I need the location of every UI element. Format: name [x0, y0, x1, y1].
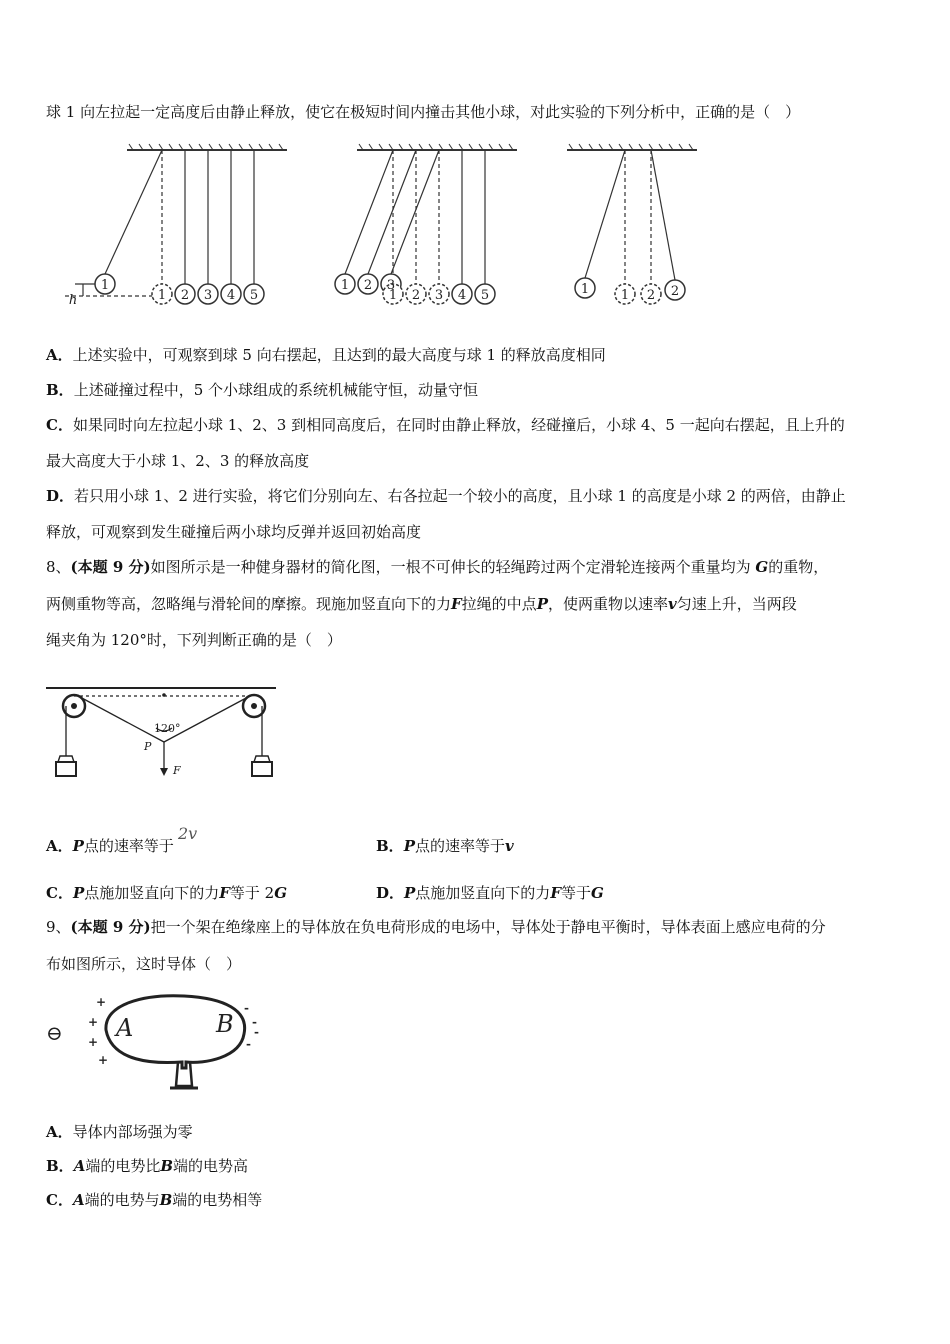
svg-text:5: 5 — [480, 288, 490, 303]
svg-text:-: - — [254, 1025, 259, 1039]
q9-option-a: A．导体内部场强为零 — [46, 1123, 193, 1141]
q7-option-d-line2: 释放，可观察到发生碰撞后两小球均反弹并返回初始高度 — [46, 523, 422, 541]
svg-text:4: 4 — [457, 288, 467, 303]
svg-text:+: + — [88, 1035, 99, 1049]
q9-label-a: A — [116, 1014, 134, 1042]
q7-height-label: h — [68, 293, 78, 308]
q9-label-b: B — [216, 1010, 234, 1038]
svg-text:1: 1 — [157, 288, 167, 303]
q8-figure — [44, 676, 280, 788]
svg-text:+: + — [88, 1015, 99, 1029]
q8-force-label: F — [173, 764, 181, 777]
svg-text:+: + — [96, 995, 107, 1009]
svg-text:+: + — [98, 1053, 109, 1067]
q8-formula-2v: 2v — [177, 824, 198, 843]
q8-stem-line2: 两侧重物等高，忽略绳与滑轮间的摩擦。现施加竖直向下的力F拉绳的中点P，使两重物以速率v匀速上升，当两段 — [46, 595, 797, 613]
q7-option-c-line1: C．如果同时向左拉起小球 1、2、3 到相同高度后，在同时由静止释放，经碰撞后，小球 4、5 一起向右摆起，且上升的 — [46, 416, 845, 434]
svg-text:1: 1 — [620, 288, 630, 303]
svg-text:2: 2 — [363, 278, 373, 293]
q8-point-label: P — [144, 740, 152, 753]
q9-option-b: B．A端的电势比B端的电势高 — [46, 1157, 249, 1175]
q8-option-c: C．P点施加竖直向下的力F等于 2G — [46, 884, 288, 902]
svg-text:-: - — [246, 1037, 251, 1051]
q8-option-a: A．P点的速率等于2v — [46, 824, 198, 855]
svg-text:4: 4 — [226, 288, 236, 303]
q7-option-c-line2: 最大高度大于小球 1、2、3 的释放高度 — [46, 452, 310, 470]
q8-option-d: D．P点施加竖直向下的力F等于G — [376, 884, 604, 902]
svg-text:5: 5 — [249, 288, 259, 303]
svg-text:2: 2 — [180, 288, 190, 303]
q8-weight-right — [252, 756, 272, 776]
q7-figure — [55, 138, 715, 328]
q9-stem-line2: 布如图所示，这时导体（ ） — [46, 955, 242, 973]
svg-text:1: 1 — [340, 278, 350, 293]
q8-stem-line3: 绳夹角为 120°时，下列判断正确的是（ ） — [46, 631, 342, 649]
q9-neg-charge: ⊖ — [46, 1021, 63, 1045]
q9-stem-line1: 9、(本题 9 分)把一个架在绝缘座上的导体放在负电荷形成的电场中，导体处于静电平衡时，导体表面上感应电荷的分 — [46, 918, 826, 936]
q8-angle-label: 120° — [154, 722, 181, 735]
svg-text:1: 1 — [388, 288, 398, 303]
q7-option-b: B．上述碰撞过程中，5 个小球组成的系统机械能守恒，动量守恒 — [46, 381, 479, 399]
q7-option-a: A．上述实验中，可观察到球 5 向右摆起，且达到的最大高度与球 1 的释放高度相同 — [46, 346, 606, 364]
svg-text:-: - — [252, 1015, 257, 1029]
svg-text:2: 2 — [411, 288, 421, 303]
q8-weight-left — [56, 756, 76, 776]
svg-text:2: 2 — [646, 288, 656, 303]
svg-text:2: 2 — [670, 284, 680, 299]
q8-option-b: B．P点的速率等于v — [376, 837, 514, 855]
q7-option-d-line1: D．若只用小球 1、2 进行实验，将它们分别向左、右各拉起一个较小的高度，且小球 1 的高度是小球 2 的两倍，由静止 — [46, 487, 846, 505]
svg-text:-: - — [244, 1001, 249, 1015]
q7-stem: 球 1 向左拉起一定高度后由静止释放，使它在极短时间内撞击其他小球，对此实验的下列分析中，正确的是（ ） — [46, 103, 801, 121]
svg-text:3: 3 — [203, 288, 213, 303]
q9-figure — [44, 990, 274, 1098]
svg-text:3: 3 — [434, 288, 444, 303]
svg-text:3: 3 — [386, 278, 396, 293]
q9-option-c: C．A端的电势与B端的电势相等 — [46, 1191, 263, 1209]
svg-text:1: 1 — [100, 278, 110, 293]
svg-text:1: 1 — [580, 282, 590, 297]
q8-stem-line1: 8、(本题 9 分)如图所示是一种健身器材的简化图，一根不可伸长的轻绳跨过两个定滑轮连接两个重量均为 G的重物， — [46, 558, 829, 576]
